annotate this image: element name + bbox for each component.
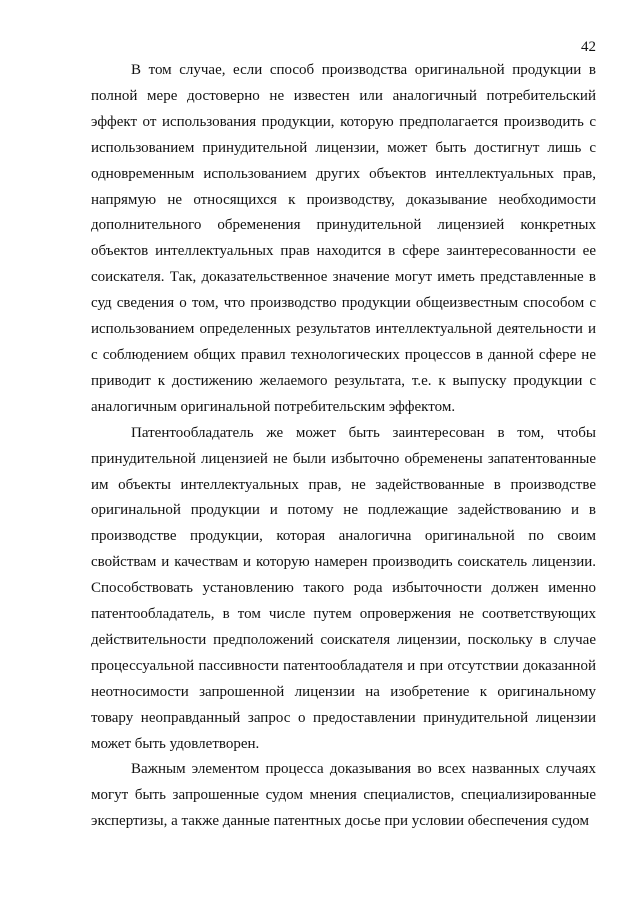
paragraph-2: Патентообладатель же может быть заинтересован в том, чтобы принудительной лицензией не были избыточно обременены запатентованные им объекты интеллектуальных прав, не задействованные в производстве оригинальной продукции и потому не подлежащие задействованию и в производстве продукции, которая аналогична оригинальной по своим свойствам и качествам и которую намерен производить соискатель лицензии. Способствовать установлению такого рода избыточности должен именно патентообладатель, в том числе путем опровержения не соответствующих действительности предположений соискателя лицензии, поскольку в случае процессуальной пассивности патентообладателя и при отсутствии доказанной неотносимости запрошенной лицензии на изобретение к оригинальному товару неоправданный запрос о предоставлении принудительной лицензии может быть удовлетворен. xyxy=(91,424,596,752)
paragraph-1: В том случае, если способ производства оригинальной продукции в полной мере достоверно не известен или аналогичный потребительский эффект от использования продукции, которую предполагается производить с использованием принудительной лицензии, может быть достигнут лишь с одновременным использованием других объектов интеллектуальных прав, напрямую не относящихся к производству, доказывание необходимости дополнительного обременения принудительной лицензией конкретных объектов интеллектуальных прав находится в сфере заинтересованности ее соискателя. Так, доказательственное значение могут иметь представленные в суд сведения о том, что производство продукции общеизвестным способом с использованием определенных результатов интеллектуальной деятельности и с соблюдением общих правил технологических процессов в данной сфере не приводит к достижению желаемого результата, т.е. к выпуску продукции с аналогичным оригинальной потребительским эффектом. xyxy=(91,62,596,415)
paragraph-3: Важным элементом процесса доказывания во всех названных случаях могут быть запрошенные судом мнения специалистов, специализированные экспертизы, а также данные патентных досье при условии обеспечения судом xyxy=(91,761,596,830)
document-body xyxy=(91,58,596,835)
page-number: 42 xyxy=(581,39,596,55)
